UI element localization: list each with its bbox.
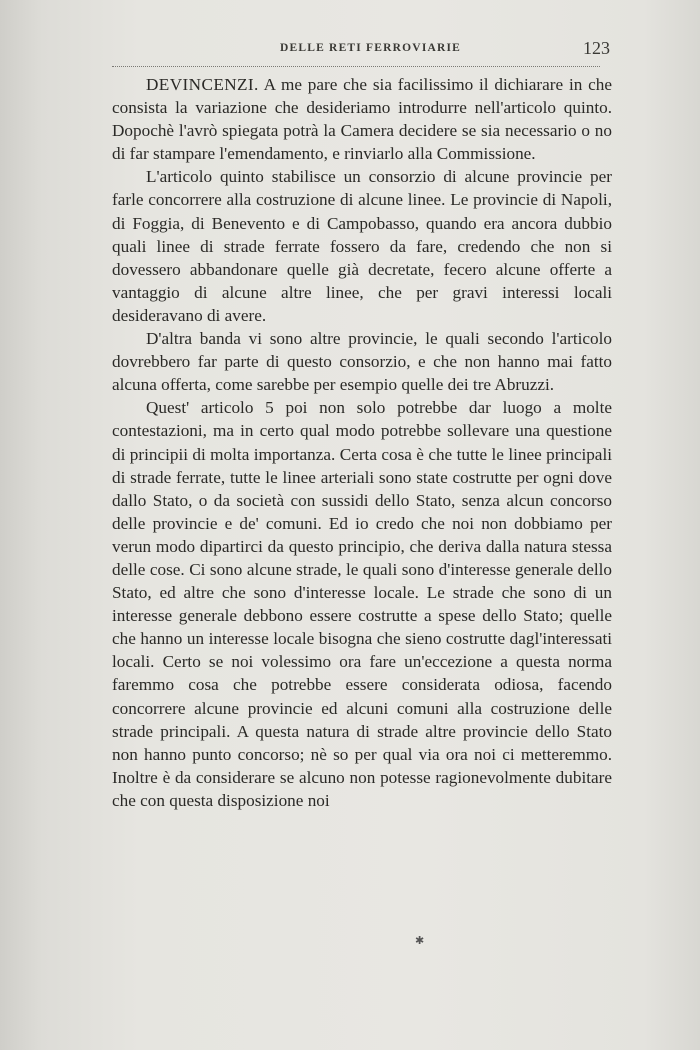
paragraph-4: Quest' articolo 5 poi non solo potrebbe dar luogo a molte contestazioni, ma in certo qual modo potrebbe sollevare una questione di principii di molta importanza. Certa cosa è che tutte le linee principali di strade ferrate, tutte le linee arteriali sono state costrutte per ogni dove dallo Stato, o da società con sussidi dello Stato, senza alcun concorso delle provincie e de' comuni. Ed io credo che noi non dobbiamo per verun modo dipartirci da questo principio, che deriva dalla natura stessa delle cose. Ci sono alcune strade, le quali sono d'interesse generale dello Stato, ed altre che sono d'interesse locale. Le strade che sono di un interesse generale debbono essere costrutte a spese dello Stato; quelle che hanno un interesse locale bisogna che sieno costrutte dagl'interessati locali. Certo se noi volessimo ora fare un'eccezione a questa norma faremmo cosa che potrebbe essere considerata odiosa, facendo concorrere alcune provincie ed alcuni comuni alla costruzione delle strade principali. A questa natura di strade altre provincie dello Stato non hanno punto concorso; nè so per qual via ora noi ci metteremmo. Inoltre è da considerare se alcuno non potesse ragionevolmente dubitare che con questa disposizione noi [112,398,612,810]
running-head [112,40,612,68]
speaker-name: DEVINCENZI. [146,75,259,94]
printer-mark-icon: ✱ [415,935,425,947]
paragraph-1 [112,73,612,165]
paragraph-3: D'altra banda vi sono altre provincie, le quali secondo l'articolo dovrebbero far parte di questo consorzio, e che non hanno mai fatto alcuna offerta, come sarebbe per esempio quelle dei tre Abruzzi. [112,329,612,395]
header-rule [112,66,600,67]
paragraph-2: L'articolo quinto stabilisce un consorzio di alcune provincie per farle concorrere alla costruzione di alcune linee. Le provincie di Napoli, di Foggia, di Benevento e di Campobasso, quando era ancora dubbio quali linee di strade ferrate fossero da fare, credendo che non si dovessero abbandonare quelle già decretate, fecero alcune offerte a vantaggio di alcune altre linee, che per gravi interessi locali desideravano di avere. [112,167,612,325]
running-title: DELLE RETI FERROVIARIE [280,42,462,54]
page-number: 123 [583,38,610,58]
body-text [112,73,612,812]
paragraph-1-text: A me pare che sia facilissimo il dichiarare in che consista la variazione che desideriamo introdurre nell'articolo quinto. Dopochè l'avrò spiegata potrà la Camera decidere se sia necessario o no di far stampare l'emendamento, e rinviarlo alla Commissione. [112,75,612,164]
